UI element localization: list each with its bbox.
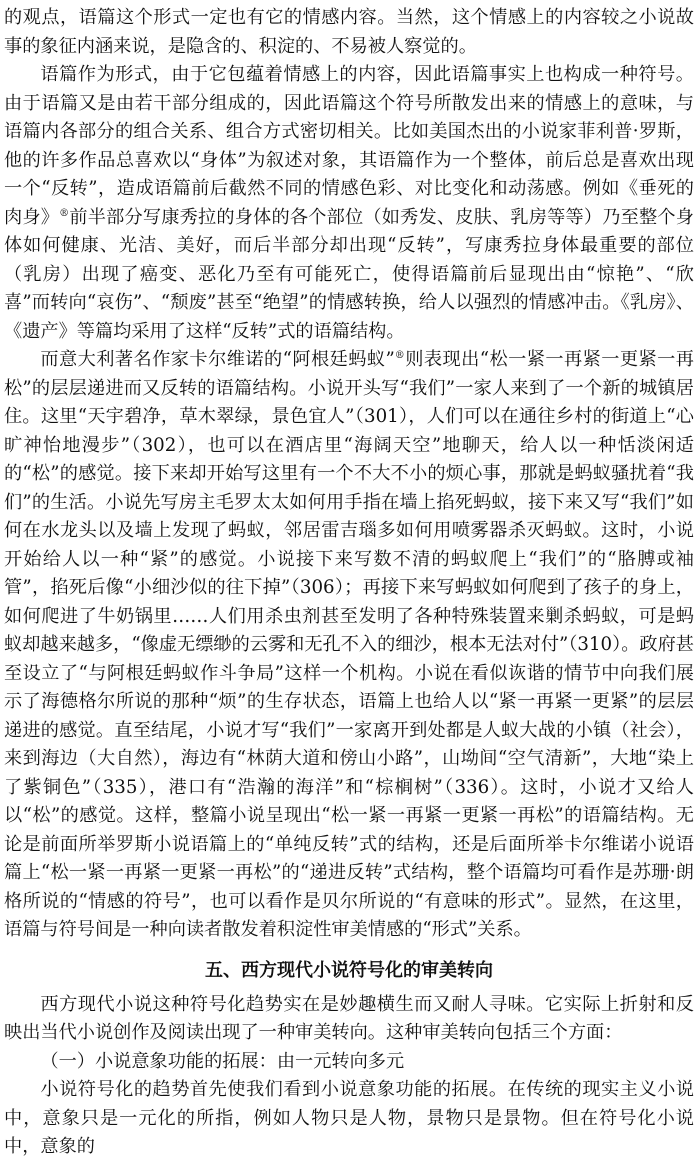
paragraph-imagery: 小说符号化的趋势首先使我们看到小说意象功能的拓展。在传统的现实主义小说中，意象只是一元化的所指，例如人物只是人物，景物只是景物。但在符号化小说中，意象的: [4, 1079, 694, 1157]
paragraph-continued: 的观点，语篇这个形式一定也有它的情感内容。当然，这个情感上的内容较之小说故事的象征内涵来说，是隐含的、积淀的、不易被人察觉的。: [4, 7, 694, 57]
footnote-marker: ®: [59, 207, 70, 219]
section-heading: 五、西方现代小说符号化的审美转向: [205, 959, 493, 981]
paragraph-roth: [4, 61, 694, 346]
footnote-marker: ®: [394, 349, 405, 361]
paragraph-aesthetic-turn: 西方现代小说这种符号化趋势实在是妙趣横生而又耐人寻味。它实际上折射和反映出当代小说创作及阅读出现了一种审美转向。这种审美转向包括三个方面：: [4, 993, 694, 1043]
subsection-heading: （一）小说意象功能的拓展：由一元转向多元: [40, 1050, 405, 1072]
paragraph-calvino-text-a: 而意大利著名作家卡尔维诺的“阿根廷蚂蚁”: [40, 349, 395, 370]
document-page: [4, 4, 694, 1162]
paragraph-calvino: [4, 346, 694, 945]
paragraph-calvino-text-b: 则表现出“松一紧一再紧一更紧一再松”的层层递进而又反转的语篇结构。小说开头写“我们”一家人来到了一个新的城镇居住。这里“天宇碧净，草木翠绿，景色宜人”（301），人们可以在通往乡村的街道上“心旷神怡地漫步”（302），也可以在酒店里“海阔天空”地聊天，给人以一种恬淡闲适的“松”的感觉。接下来却开始写这里有一个不大不小的烦心事，那就是蚂蚁骚扰着“我们”的生活。小说先写房主毛罗太太如何用手指在墙上掐死蚂蚁，接下来又写“我们”如何在水龙头以及墙上发现了蚂蚁，邻居雷吉瑙多如何用喷雾器杀灭蚂蚁。这时，小说开始给人以一种“紧”的感觉。小说接下来写数不清的蚂蚁爬上“我们”的“胳膊或袖管”，掐死后像“小细沙似的往下掉”（306）；再接下来写蚂蚁如何爬到了孩子的身上，如何爬进了牛奶锅里……人们用杀虫剂甚至发明了各种特殊装置来剿杀蚂蚁，可是蚂蚁却越来越多，“像虚无缥缈的云雾和无孔不入的细沙，根本无法对付”（310）。政府甚至设立了“与阿根廷蚂蚁作斗争局”这样一个机构。小说在看似诙谐的情节中向我们展示了海德格尔所说的那种“烦”的生存状态，语篇上也给人以“紧一再紧一更紧”的层层递进的感觉。直至结尾，小说才写“我们”一家离开到处都是人蚁大战的小镇（社会），来到海边（大自然），海边有“林荫大道和傍山小路”，山坳间“空气清新”，大地“染上了紫铜色”（335），港口有“浩瀚的海洋”和“棕榈树”（336）。这时，小说才又给人以“松”的感觉。这样，整篇小说呈现出“松一紧一再紧一更紧一再松”的语篇结构。无论是前面所举罗斯小说语篇上的“单纯反转”式的结构，还是后面所举卡尔维诺小说语篇上“松一紧一再紧一更紧一再松”的“递进反转”式结构，整个语篇均可看作是苏珊·朗格所说的“情感的符号”，也可以看作是贝尔所说的“有意味的形式”。显然，在这里，语篇与符号间是一种向读者散发着积淀性审美情感的“形式”关系。: [4, 349, 694, 940]
paragraph-roth-text-a: 语篇作为形式，由于它包蕴着情感上的内容，因此语篇事实上也构成一种符号。由于语篇又是由若干部分组成的，因此语篇这个符号所散发出来的情感上的意味，与语篇内各部分的组合关系、组合方式密切相关。比如美国杰出的小说家菲利普·罗斯，他的许多作品总喜欢以“身体”为叙述对象，其语篇作为一个整体，前后总是喜欢出现一个“反转”，造成语篇前后截然不同的情感色彩、对比变化和动荡感。例如《垂死的肉身》: [4, 64, 694, 228]
paragraph-roth-text-b: 前半部分写康秀拉的身体的各个部位（如秀发、皮肤、乳房等等）乃至整个身体如何健康、光洁、美好，而后半部分却出现“反转”，写康秀拉身体最重要的部位（乳房）出现了癌变、恶化乃至有可能死亡，使得语篇前后显现出由“惊艳”、“欣喜”而转向“哀伤”、“颓废”甚至“绝望”的情感转换，给人以强烈的情感冲击。《乳房》、《遗产》等篇均采用了这样“反转”式的语篇结构。: [4, 206, 694, 342]
